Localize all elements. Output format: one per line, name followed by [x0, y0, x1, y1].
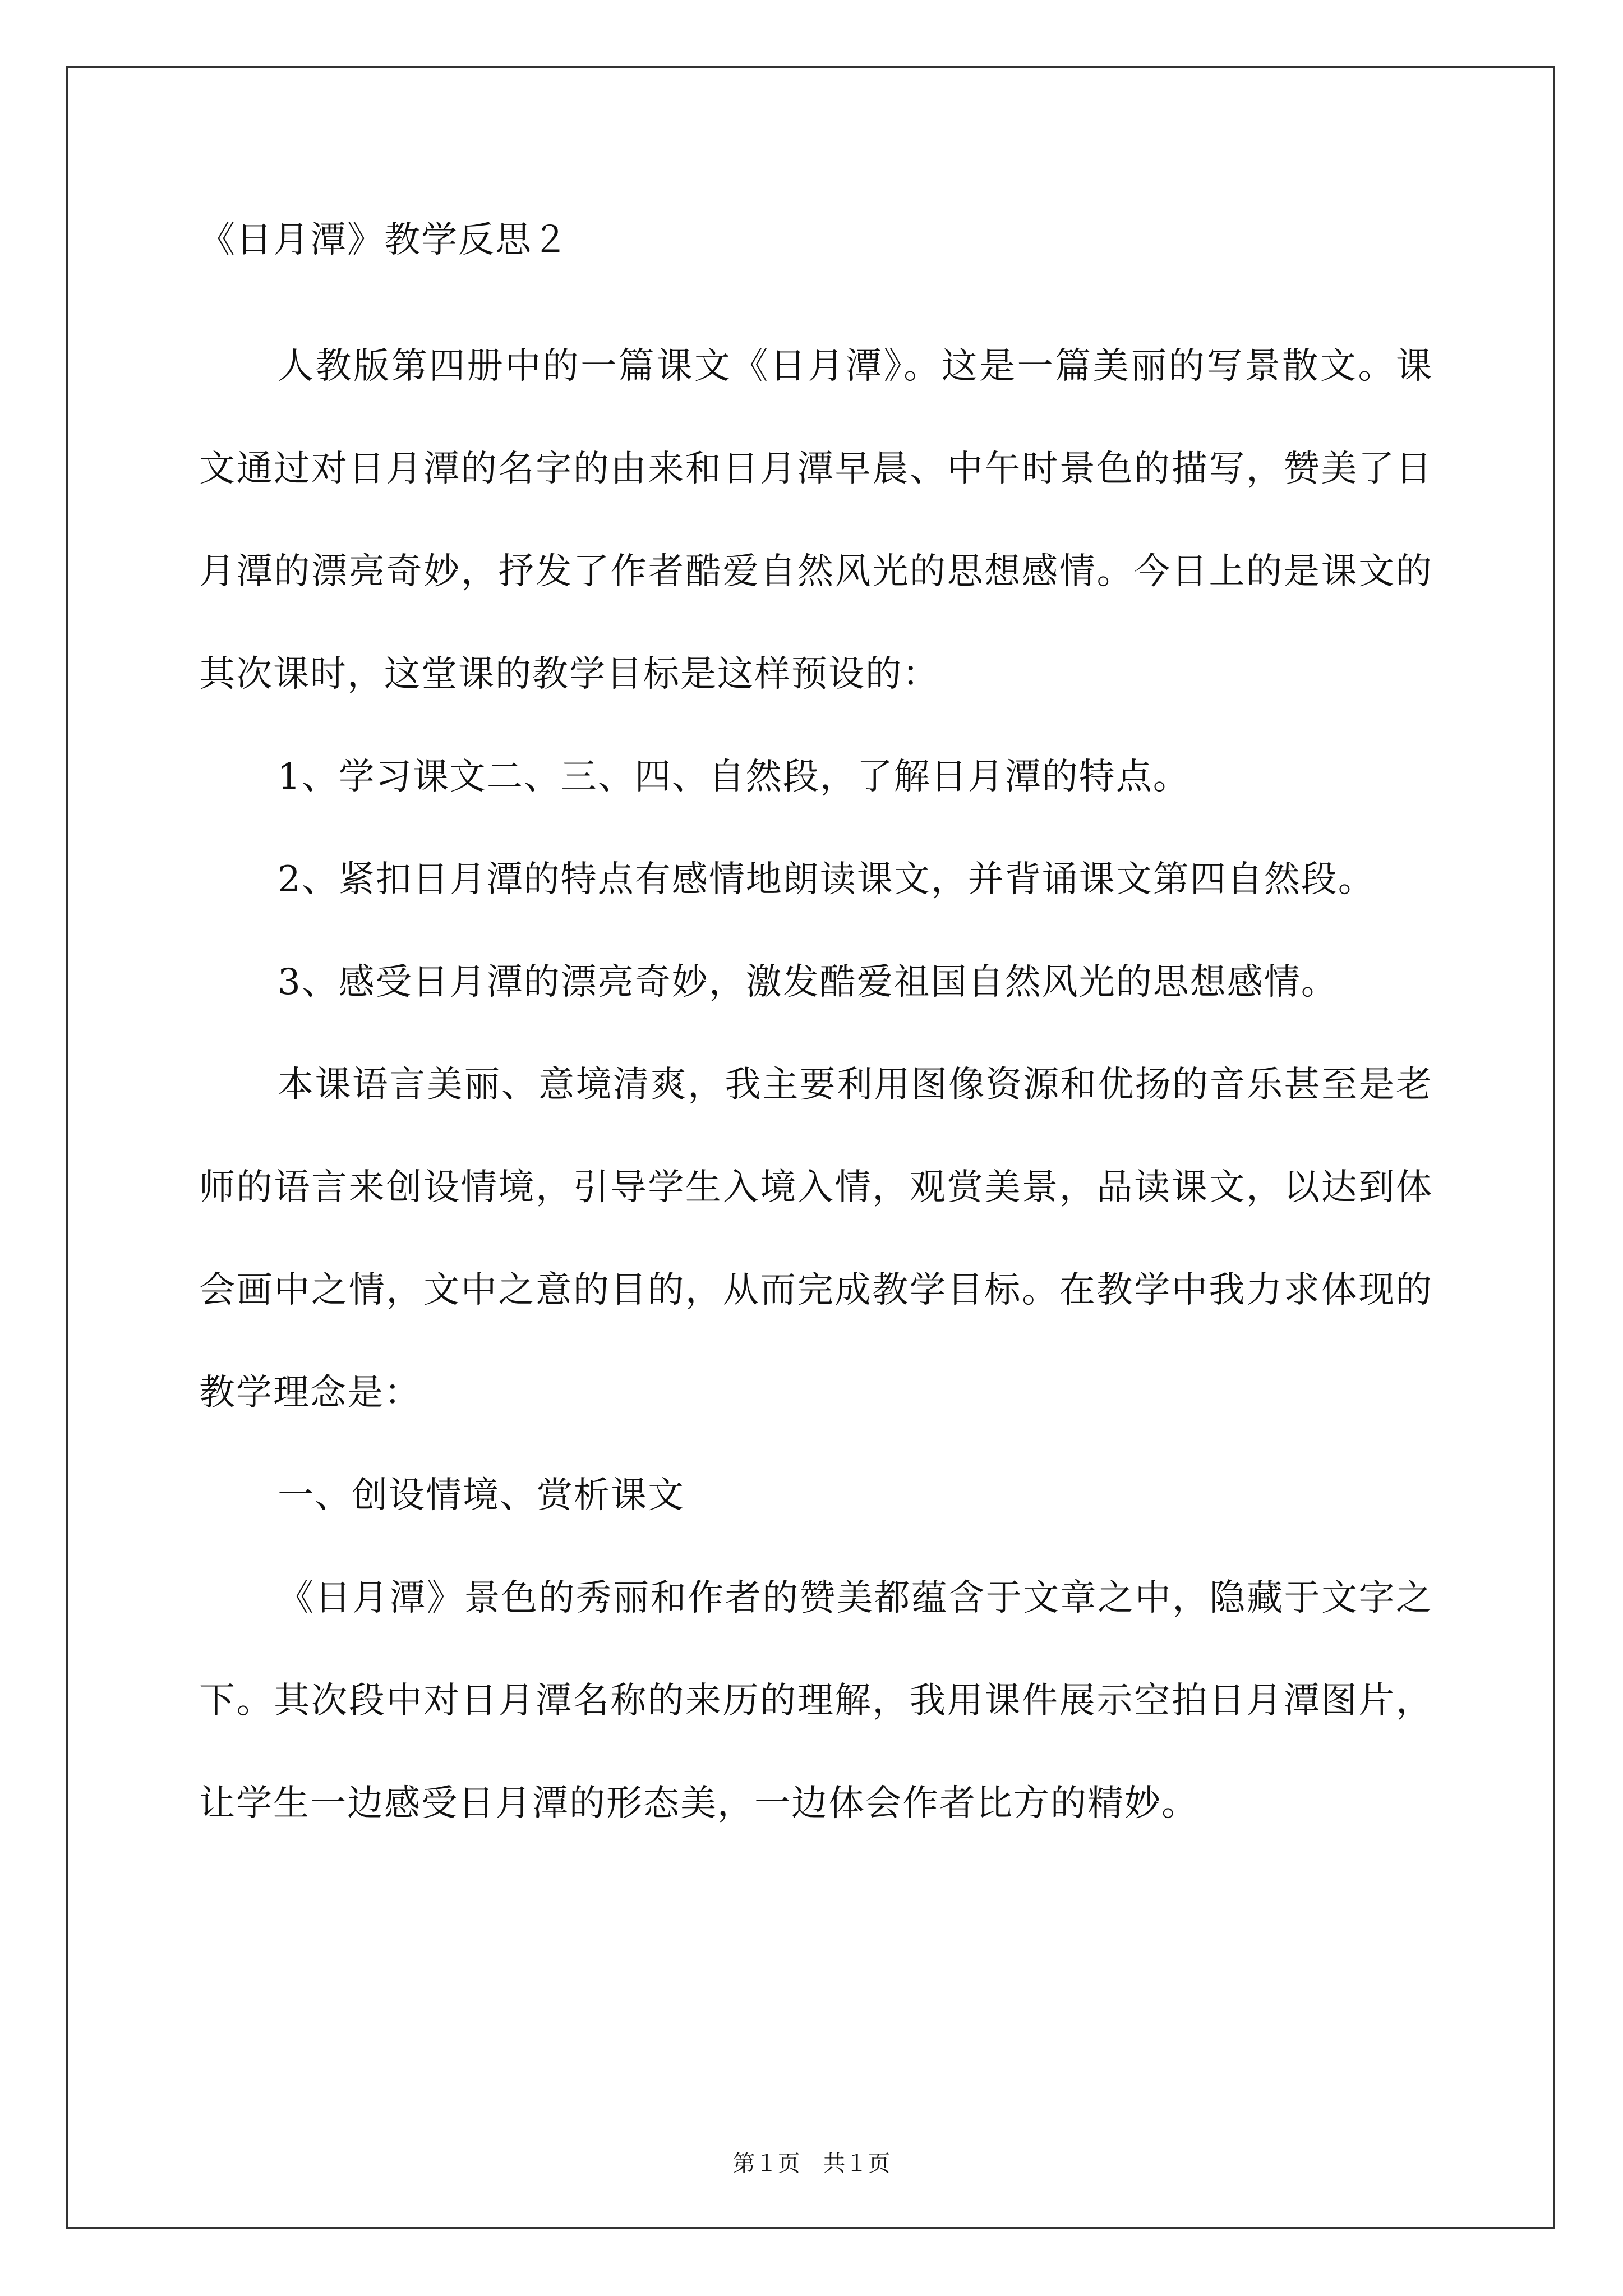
- paragraph-approach: 本课语言美丽、意境清爽，我主要利用图像资源和优扬的音乐甚至是老师的语言来创设情境，引导学生入境入情，观赏美景，品读课文，以达到体会画中之情，文中之意的目的，从而完成教学目标。在教学中我力求体现的教学理念是：: [199, 1064, 1433, 1414]
- document-body: [199, 213, 1433, 1855]
- paragraph-goal-3: 3、感受日月潭的漂亮奇妙，激发酷爱祖国自然风光的思想感情。: [278, 961, 1338, 1003]
- paragraph-section-1: 《日月潭》景色的秀丽和作者的赞美都蕴含于文章之中，隐藏于文字之下。其次段中对日月潭名称的来历的理解，我用课件展示空拍日月潭图片，让学生一边感受日月潭的形态美，一边体会作者比方的精妙。: [199, 1577, 1433, 1824]
- document-title: 《日月潭》教学反思２: [199, 219, 569, 261]
- section-heading-1: 一、创设情境、赏析课文: [278, 1475, 685, 1516]
- paragraph-goal-2: 2、紧扣日月潭的特点有感情地朗读课文，并背诵课文第四自然段。: [278, 859, 1375, 900]
- page-number: 第１页: [732, 2151, 800, 2177]
- page-footer: [0, 2150, 1623, 2178]
- paragraph-goal-1: 1、学习课文二、三、四、自然段，了解日月潭的特点。: [278, 756, 1190, 798]
- page-total: 共１页: [823, 2151, 891, 2177]
- paragraph-intro: 人教版第四册中的一篇课文《日月潭》。这是一篇美丽的写景散文。课文通过对日月潭的名字的由来和日月潭早晨、中午时景色的描写，赞美了日月潭的漂亮奇妙，抒发了作者酷爱自然风光的思想感情。今日上的是课文的其次课时，这堂课的教学目标是这样预设的：: [199, 346, 1433, 695]
